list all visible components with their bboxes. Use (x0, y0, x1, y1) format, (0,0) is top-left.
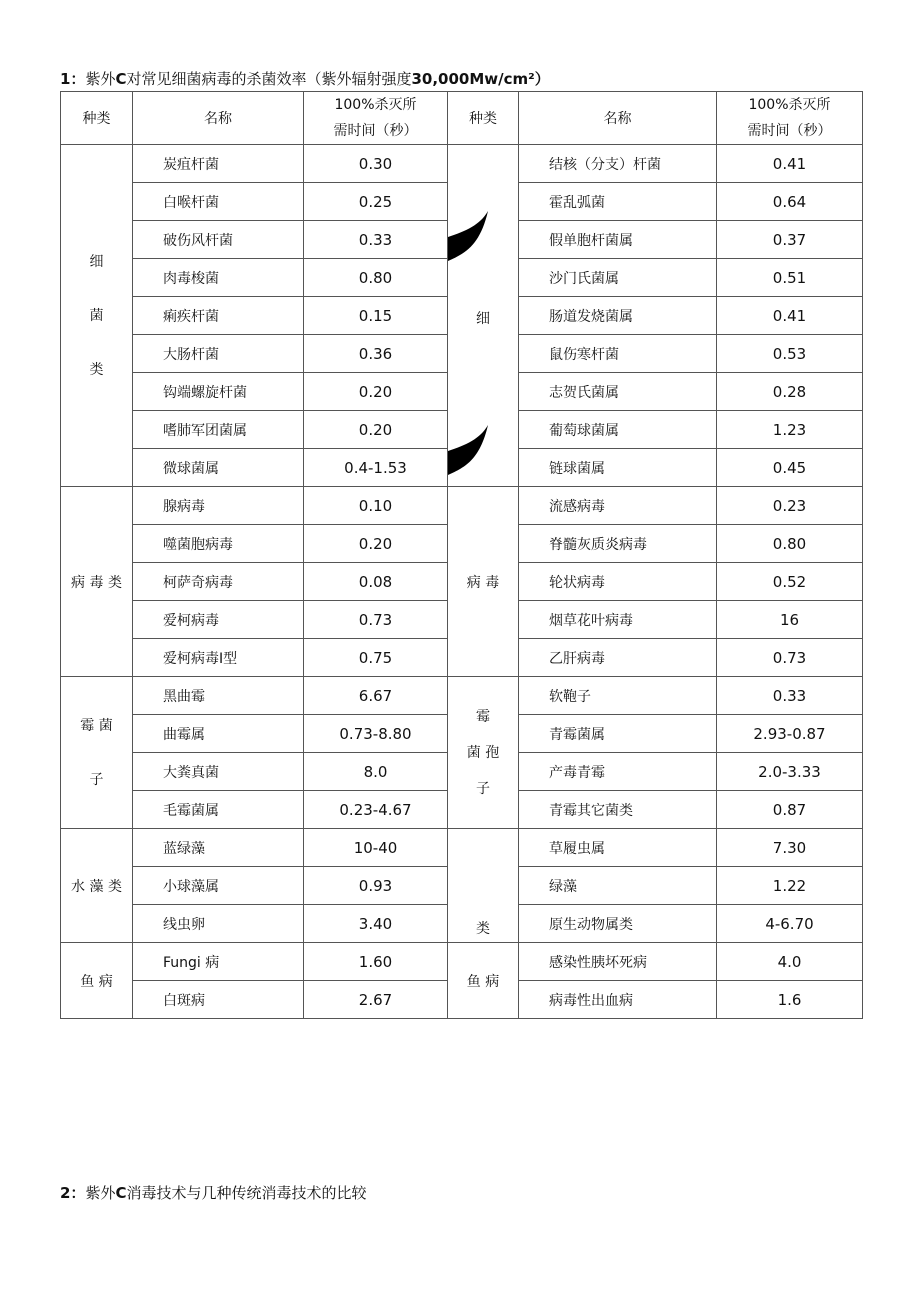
left-time: 10-40 (304, 829, 448, 867)
right-time: 1.6 (717, 981, 863, 1019)
left-time: 6.67 (304, 677, 448, 715)
left-name: 破伤风杆菌 (133, 221, 304, 259)
category-mold-char-1: 子 (89, 771, 104, 788)
right-time: 0.64 (717, 183, 863, 221)
table-header-row (61, 92, 863, 145)
category-right-mold-char-1: 菌 孢 (466, 744, 500, 761)
left-time: 0.4-1.53 (304, 449, 448, 487)
left-time: 0.80 (304, 259, 448, 297)
heading2-number: 2： (60, 1184, 86, 1202)
right-time: 0.51 (717, 259, 863, 297)
left-name: 线虫卵 (133, 905, 304, 943)
right-time: 0.37 (717, 221, 863, 259)
left-time: 0.30 (304, 145, 448, 183)
category-right-bacteria (448, 145, 519, 487)
left-time: 0.75 (304, 639, 448, 677)
right-time: 0.23 (717, 487, 863, 525)
left-name: 肉毒梭菌 (133, 259, 304, 297)
right-time: 16 (717, 601, 863, 639)
right-time: 0.52 (717, 563, 863, 601)
heading1-letter: C (115, 70, 127, 88)
right-name: 志贺氏菌属 (519, 373, 717, 411)
left-time: 2.67 (304, 981, 448, 1019)
header-kind: 种类 (61, 92, 133, 145)
left-name: 大粪真菌 (133, 753, 304, 791)
right-time: 1.23 (717, 411, 863, 449)
right-name: 霍乱弧菌 (519, 183, 717, 221)
left-time: 8.0 (304, 753, 448, 791)
heading1-number: 1： (60, 70, 86, 88)
left-name: 蓝绿藻 (133, 829, 304, 867)
right-time: 0.33 (717, 677, 863, 715)
left-time: 0.23-4.67 (304, 791, 448, 829)
right-time: 2.0-3.33 (717, 753, 863, 791)
left-time: 0.73-8.80 (304, 715, 448, 753)
category-mold (61, 677, 133, 829)
category-bacteria-char-2: 类 (89, 361, 104, 378)
right-name: 沙门氏菌属 (519, 259, 717, 297)
header-name: 名称 (133, 92, 304, 145)
right-time: 7.30 (717, 829, 863, 867)
right-name: 结核（分支）杆菌 (519, 145, 717, 183)
right-name: 绿藻 (519, 867, 717, 905)
right-name: 青霉其它菌类 (519, 791, 717, 829)
left-name: 噬菌胞病毒 (133, 525, 304, 563)
left-name: 爱柯病毒 (133, 601, 304, 639)
bracket-stroke-upper (448, 211, 488, 261)
left-time: 0.10 (304, 487, 448, 525)
category-virus: 病 毒 类 (61, 487, 133, 677)
right-name: 原生动物属类 (519, 905, 717, 943)
table2-heading (60, 1182, 366, 1203)
right-name: 感染性胰坏死病 (519, 943, 717, 981)
right-name: 肠道发烧菌属 (519, 297, 717, 335)
left-time: 0.20 (304, 411, 448, 449)
left-name: 小球藻属 (133, 867, 304, 905)
header-name-right: 名称 (519, 92, 717, 145)
left-name: 毛霉菌属 (133, 791, 304, 829)
right-name: 链球菌属 (519, 449, 717, 487)
header-time-line2: 需时间（秒） (333, 123, 418, 139)
table-row-virus-0 (61, 487, 863, 525)
category-bacteria (61, 145, 133, 487)
left-name: 爱柯病毒Ⅰ型 (133, 639, 304, 677)
left-name: 柯萨奇病毒 (133, 563, 304, 601)
category-fish: 鱼 病 (61, 943, 133, 1019)
category-mold-char-0: 霉 菌 (80, 717, 113, 734)
left-name: 曲霉属 (133, 715, 304, 753)
category-right-mold-char-2: 子 (476, 780, 490, 797)
uv-efficiency-table (60, 91, 863, 1019)
left-time: 0.20 (304, 373, 448, 411)
heading2-middle: 消毒技术与几种传统消毒技术的比较 (126, 1184, 367, 1202)
right-name: 软鞄子 (519, 677, 717, 715)
left-name: Fungi 病 (133, 943, 304, 981)
left-name: 大肠杆菌 (133, 335, 304, 373)
left-name: 炭疽杆菌 (133, 145, 304, 183)
left-time: 0.15 (304, 297, 448, 335)
left-time: 0.20 (304, 525, 448, 563)
right-name: 鼠伤寒杆菌 (519, 335, 717, 373)
header-time-line1: 100%杀灭所 (334, 97, 417, 113)
left-name: 黑曲霉 (133, 677, 304, 715)
header-time-right-line1: 100%杀灭所 (748, 97, 831, 113)
right-time: 0.41 (717, 145, 863, 183)
category-right-algae (448, 829, 519, 943)
header-kind-right: 种类 (448, 92, 519, 145)
category-bacteria-char-1: 菌 (89, 307, 104, 324)
bracket-stroke-lower (448, 425, 488, 475)
left-time: 0.08 (304, 563, 448, 601)
left-time: 0.73 (304, 601, 448, 639)
header-time-right (717, 92, 863, 145)
right-name: 葡萄球菌属 (519, 411, 717, 449)
table-row-mold-0 (61, 677, 863, 715)
table1-heading (60, 68, 550, 89)
left-time: 1.60 (304, 943, 448, 981)
right-name: 脊髓灰质炎病毒 (519, 525, 717, 563)
left-name: 钩端螺旋杆菌 (133, 373, 304, 411)
right-time: 4-6.70 (717, 905, 863, 943)
right-time: 0.41 (717, 297, 863, 335)
header-time-right-line2: 需时间（秒） (747, 123, 832, 139)
category-right-bacteria-label: 细 (476, 310, 490, 327)
category-right-mold (448, 677, 519, 829)
heading2-letter: C (115, 1184, 127, 1202)
right-time: 0.53 (717, 335, 863, 373)
left-name: 白喉杆菌 (133, 183, 304, 221)
right-time: 0.73 (717, 639, 863, 677)
left-time: 3.40 (304, 905, 448, 943)
heading1-middle: 对常见细菌病毒的杀菌效率（紫外辐射强度 (126, 70, 412, 88)
category-right-mold-char-0: 霉 (476, 708, 490, 725)
category-algae: 水 藻 类 (61, 829, 133, 943)
right-name: 青霉菌属 (519, 715, 717, 753)
table-row-bacteria-0 (61, 145, 863, 183)
heading1-prefix: 紫外 (85, 70, 116, 88)
right-name: 烟草花叶病毒 (519, 601, 717, 639)
bracket-stroke-decoration (448, 145, 519, 485)
left-name: 腺病毒 (133, 487, 304, 525)
left-time: 0.33 (304, 221, 448, 259)
right-time: 0.45 (717, 449, 863, 487)
left-time: 0.36 (304, 335, 448, 373)
table-row-fish-0 (61, 943, 863, 981)
header-time (304, 92, 448, 145)
right-name: 产毒青霉 (519, 753, 717, 791)
left-name: 痢疾杆菌 (133, 297, 304, 335)
category-bacteria-char-0: 细 (89, 253, 104, 270)
right-time: 2.93-0.87 (717, 715, 863, 753)
table-row-algae-0 (61, 829, 863, 867)
left-time: 0.93 (304, 867, 448, 905)
right-name: 草履虫属 (519, 829, 717, 867)
left-name: 嗜肺军团菌属 (133, 411, 304, 449)
right-name: 假单胞杆菌属 (519, 221, 717, 259)
category-right-virus: 病 毒 (448, 487, 519, 677)
right-time: 1.22 (717, 867, 863, 905)
right-time: 4.0 (717, 943, 863, 981)
left-name: 白斑病 (133, 981, 304, 1019)
right-name: 轮状病毒 (519, 563, 717, 601)
right-name: 流感病毒 (519, 487, 717, 525)
heading2-prefix: 紫外 (85, 1184, 116, 1202)
category-right-fish: 鱼 病 (448, 943, 519, 1019)
right-time: 0.80 (717, 525, 863, 563)
right-time: 0.28 (717, 373, 863, 411)
right-name: 病毒性出血病 (519, 981, 717, 1019)
left-time: 0.25 (304, 183, 448, 221)
category-right-algae-label: 类 (476, 921, 490, 937)
right-name: 乙肝病毒 (519, 639, 717, 677)
right-time: 0.87 (717, 791, 863, 829)
left-name: 微球菌属 (133, 449, 304, 487)
heading1-intensity: 30,000Mw/cm²） (411, 70, 550, 88)
